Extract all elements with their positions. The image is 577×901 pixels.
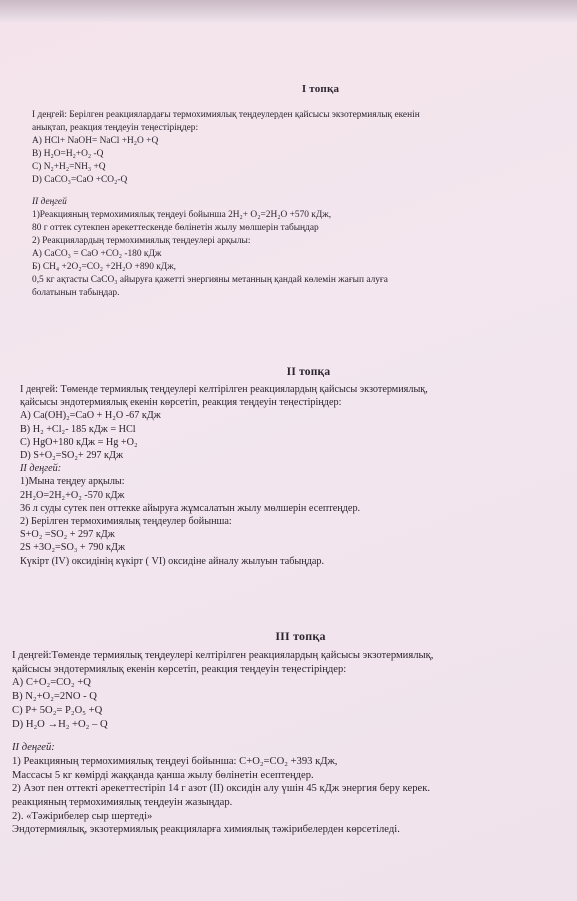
group-3-level2-task2: 2) Азот пен оттекті әрекеттестіріп 14 г азот (II) оксидін алу үшін 45 кДж энергия беру керек. [12,783,431,795]
group-1-option-d: D) CaCO₃=CaO +CO₂-Q [32,175,128,185]
group-2-option-d: D) S+O₂=SO₂+ 297 кДж [20,450,123,462]
group-2-option-b: В) H₂ +Cl₂- 185 кДж = HCl [20,423,136,435]
group-3-section [0,629,577,837]
group-3-option-d: D) H₂O →H₂ +O₂ – Q [12,718,108,730]
group-1-option-b: В) H₂O=H₂+O₂ -Q [32,149,104,159]
group-1-level2-question: 0,5 кг ақтасты CaCO₃ айыруға қажетті энергияны метанның қандай көлемін жағып алуға [32,275,388,285]
group-1-section [0,83,577,300]
group-1-title: I топқа [301,83,340,95]
top-shadow [0,0,577,22]
group-1-option-a: А) HCl+ NaOH= NaCl +H₂O +Q [32,136,159,146]
group-3-level2-task1-cont: Массасы 5 кг көмірді жаққанда қанша жылу бөлінетін есептеңдер. [12,769,314,781]
group-2-level1-task-cont: қайсысы эндотермиялық екенін көрсетіп, реакция теңдеуін теңестіріңдер: [20,397,342,409]
group-2-level2-heading: II деңгей: [20,463,62,475]
group-3-level2-task2-cont: реакцияның термохимиялық теңдеуін жазыңдар. [12,797,233,809]
group-2-level2-task1: 1)Мына теңдеу арқылы: [20,476,125,488]
group-2-level1-task: I деңгей: Төменде термиялық теңдеулері келтірілген реакциялардың қайсысы экзотермиялық, [20,384,428,395]
group-2-level2-question1: 36 л суды сутек пен оттекке айыруға жұмсалатын жылу мөлшерін есептеңдер. [20,502,361,514]
group-3-level2-task1: 1) Реакцияның термохимиялық теңдеуі бойынша: C+O₂=CO₂ +393 кДж, [12,755,338,767]
group-3-level1-task-cont: қайсысы эндотермиялық екенін көрсетіп, реакция теңдеуін теңестіріңдер: [12,663,347,675]
group-1-equation-b: Б) CH₄ +2O₂=CO₂ +2H₂O +890 кДж, [32,262,177,272]
group-2-option-c: C) HgO+180 кДж = Hg +O₂ [20,436,138,448]
group-3-experiment-title: 2). «Тәжірибелер сыр шертеді» [12,810,153,822]
group-1-level2-task2: 2) Реакциялардың термохимиялық теңдеулері арқылы: [32,236,251,246]
group-3-title: III топқа [275,629,326,643]
group-1-level1-task-cont: анықтап, реакция теңдеуін теңестіріңдер: [32,123,199,133]
group-2-equation-2: S+O₂ =SO₂ + 297 кДж [20,529,115,541]
group-1-level1-task: I деңгей: Берілген реакциялардағы термохимиялық теңдеулерден қайсысы экзотермиялық екенін [32,110,420,120]
group-1-option-c: C) N₂+H₂=NH₃ +Q [32,162,106,172]
group-1-equation-a: А) CaCO₃ = CaO +CO₂ -180 кДж [32,249,162,259]
group-3-experiment-task: Эндотермиялық, экзотермиялық реакцияларға химиялық тәжірибелерден көрсетіледі. [12,824,400,836]
group-2-level2-question2: Күкірт (IV) оксидінің күкірт ( VI) оксидіне айналу жылуын табыңдар. [20,555,325,567]
group-2-equation-1: 2H₂O=2H₂+O₂ -570 кДж [20,489,125,501]
group-2-equation-3: 2S +3O₂=SO₃ + 790 кДж [20,542,125,554]
group-2-level2-task2: 2) Берілген термохимиялық теңдеулер бойынша: [20,516,232,528]
group-1-level2-task1: 1)Реакцияның термохимиялық теңдеуі бойынша 2H₂+ O₂=2H₂O +570 кДж, [32,210,332,220]
group-3-option-a: А) C+O₂=CO₂ +Q [12,677,91,689]
group-3-option-b: В) N₂+O₂=2NO - Q [12,691,97,703]
group-3-level2-heading: II деңгей: [12,742,55,754]
group-2-title: II топқа [286,366,331,378]
group-1-level2-task1-cont: 80 г оттек сутекпен әрекеттескенде бөлінетін жылу мөлшерін табыңдар [32,223,319,233]
group-2-section [0,366,577,568]
group-1-level2-heading: II деңгей [32,197,67,207]
group-2-option-a: А) Ca(OH)₂=CaO + H₂O -67 кДж [20,410,161,422]
group-3-level1-task: I деңгей:Төменде термиялық теңдеулері келтірілген реакциялардың қайсысы экзотермиялық, [12,650,434,661]
group-1-level2-question-cont: болатынын табыңдар. [32,288,120,298]
group-3-option-c: C) P+ 5O₂= P₂O₅ +Q [12,704,103,716]
